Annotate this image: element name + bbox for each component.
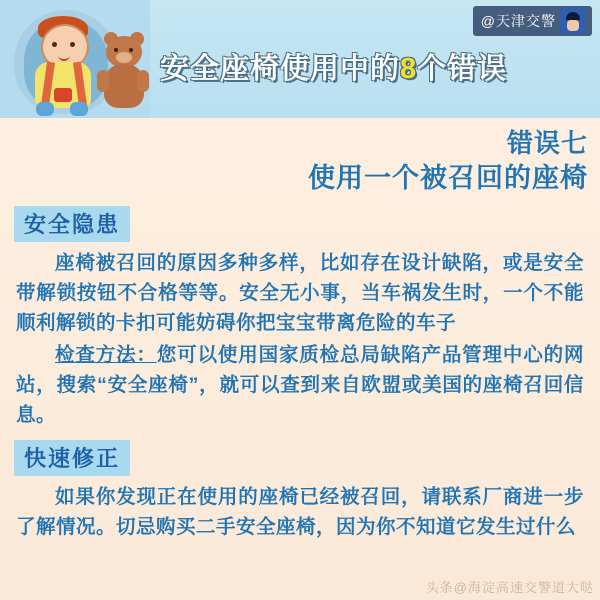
footer-watermark: 头条@海淀高速交警道大哒 — [425, 580, 594, 595]
hazard-paragraph: 座椅被召回的原因多种多样，比如存在设计缺陷，或是安全带解锁按钮不合格等等。安全无小事，当车祸发生时，一个不能顺利解锁的卡扣可能妨碍你把宝宝带离危险的车子 — [16, 252, 584, 334]
page-title-suffix: 个错误 — [417, 53, 508, 85]
check-method-label: 检查方法： — [55, 344, 157, 366]
error-heading — [0, 126, 600, 196]
error-number: 错误七 — [506, 128, 588, 158]
page-title-prefix: 安全座椅使用中的 — [160, 53, 401, 85]
check-method-text: 您可以使用国家质检总局缺陷产品管理中心的网站，搜索“安全座椅”，就可以查到来自欧盟或美国的座椅召回信息。 — [16, 344, 584, 426]
section-label-hazard: 安全隐患 — [14, 206, 130, 242]
error-title: 使用一个被召回的座椅 — [308, 163, 588, 193]
fix-paragraph: 如果你发现正在使用的座椅已经被召回，请联系厂商进一步了解情况。切忌购买二手安全座椅，因为你不知道它发生过什么 — [16, 486, 584, 538]
account-handle-label: @天津交警 — [480, 13, 556, 29]
check-method-block — [0, 338, 600, 430]
page-title-number: 8 — [400, 53, 418, 85]
page-title — [160, 46, 507, 87]
police-officer-avatar-icon — [560, 8, 586, 34]
account-watermark-badge — [473, 6, 592, 36]
header — [0, 0, 600, 118]
section-label-fix: 快速修正 — [14, 440, 130, 476]
child-car-seat-with-teddy-bear-icon — [8, 6, 148, 118]
